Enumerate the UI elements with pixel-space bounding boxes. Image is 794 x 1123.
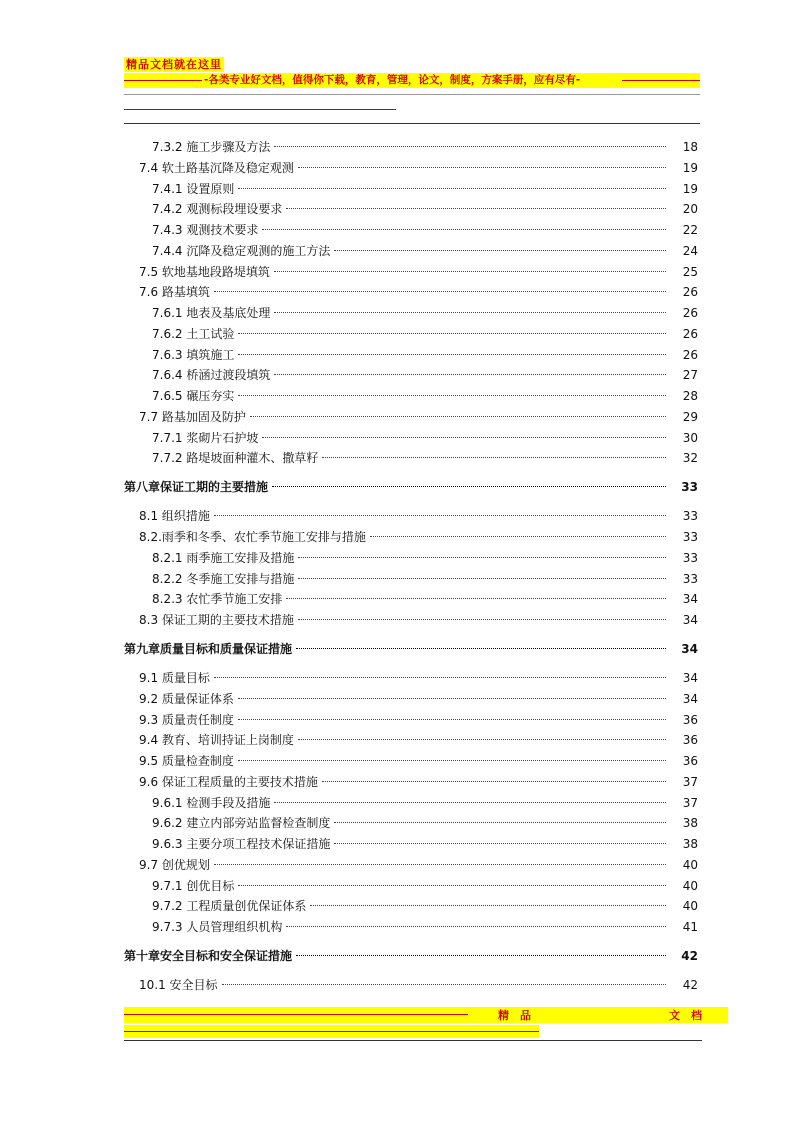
toc-page-number: 19 — [682, 181, 698, 196]
toc-entry-label: 7.7.2 路堤坡面种灌木、撒草籽 — [152, 451, 319, 466]
toc-entry[interactable] — [124, 179, 700, 199]
toc-entry[interactable] — [124, 262, 700, 282]
toc-leader-dots — [214, 677, 666, 678]
toc-entry[interactable] — [124, 834, 700, 854]
toc-page-number: 34 — [682, 671, 698, 685]
toc-page-number: 42 — [682, 978, 698, 992]
toc-leader-dots — [298, 739, 666, 740]
toc-entry-label: 7.4.4 沉降及稳定观测的施工方法 — [152, 243, 331, 258]
toc-page-number: 33 — [682, 530, 698, 544]
toc-leader-dots — [214, 291, 666, 292]
toc-entry[interactable] — [124, 448, 700, 468]
toc-entry-label: 8.2.3 农忙季节施工安排 — [152, 592, 283, 607]
toc-page-number: 41 — [682, 920, 698, 934]
toc-entry[interactable] — [124, 548, 700, 568]
toc-entry-label: 7.6 路基填筑 — [139, 285, 210, 300]
toc-leader-dots — [334, 822, 666, 823]
toc-entry-label: 8.3 保证工期的主要技术措施 — [139, 613, 294, 627]
toc-leader-dots — [238, 885, 666, 886]
toc-entry[interactable] — [124, 220, 700, 240]
footer-text — [468, 1007, 726, 1023]
toc-entry-label: 7.7 路基加固及防护 — [139, 409, 246, 424]
header-divider — [124, 123, 700, 124]
toc-entry-label: 7.6.1 地表及基底处理 — [152, 306, 271, 320]
toc-leader-dots — [214, 864, 666, 865]
toc-leader-dots — [274, 802, 666, 803]
toc-page-number: 36 — [682, 754, 698, 768]
toc-entry-label: 7.4 软土路基沉降及稳定观测 — [139, 160, 294, 175]
toc-entry-label: 7.6.3 填筑施工 — [152, 347, 235, 362]
toc-leader-dots — [296, 648, 666, 649]
toc-entry[interactable] — [124, 730, 700, 750]
toc-entry-label: 9.2 质量保证体系 — [139, 691, 234, 706]
header-title: 精品文档就在这里 — [126, 58, 222, 71]
toc-leader-dots — [296, 955, 666, 956]
toc-entry[interactable] — [124, 772, 700, 792]
toc-leader-dots — [286, 926, 666, 927]
toc-entry-label: 9.4 教育、培训持证上岗制度 — [139, 733, 294, 748]
toc-entry[interactable] — [124, 407, 700, 427]
toc-entry[interactable] — [124, 589, 700, 609]
toc-chapter-entry[interactable] — [124, 639, 700, 659]
toc-page-number: 26 — [682, 347, 698, 362]
toc-page-number: 28 — [682, 389, 698, 403]
header-tagline: -各类专业好文档，值得你下载，教育，管理，论文，制度，方案手册，应有尽有- — [204, 74, 581, 86]
toc-entry-label: 9.6.2 建立内部旁站监督检查制度 — [152, 816, 331, 831]
toc-entry[interactable] — [124, 345, 700, 365]
toc-entry[interactable] — [124, 303, 700, 323]
toc-leader-dots — [238, 188, 666, 189]
toc-entry-label: 第八章保证工期的主要措施 — [124, 480, 269, 495]
toc-leader-dots — [272, 486, 666, 487]
toc-leader-dots — [274, 146, 666, 147]
toc-entry-label: 7.4.2 观测标段埋设要求 — [152, 202, 283, 217]
toc-entry[interactable] — [124, 689, 700, 709]
toc-page-number: 38 — [682, 816, 698, 831]
toc-page-number: 34 — [682, 613, 698, 627]
toc-leader-dots — [262, 229, 666, 230]
toc-entry-label: 7.5 软地基地段路堤填筑 — [139, 264, 270, 279]
toc-page-number: 40 — [682, 899, 698, 914]
toc-entry[interactable] — [124, 282, 700, 302]
toc-chapter-entry[interactable] — [124, 477, 700, 497]
toc-entry[interactable] — [124, 428, 700, 448]
toc-entry-label: 7.6.5 碾压夯实 — [152, 389, 235, 403]
toc-entry[interactable] — [124, 365, 700, 385]
toc-page-number: 27 — [682, 368, 698, 383]
toc-entry[interactable] — [124, 527, 700, 547]
toc-entry-label: 9.7.2 工程质量创优保证体系 — [152, 899, 307, 914]
toc-entry-label: 10.1 安全目标 — [139, 978, 218, 992]
toc-page-number: 30 — [682, 430, 698, 445]
toc-entry-label: 8.2.1 雨季施工安排及措施 — [152, 550, 295, 565]
toc-entry-label: 9.5 质量检查制度 — [139, 754, 234, 768]
toc-page-number: 37 — [682, 795, 698, 810]
toc-entry[interactable] — [124, 917, 700, 937]
toc-page-number: 32 — [682, 451, 698, 466]
toc-leader-dots — [238, 698, 666, 699]
toc-entry[interactable] — [124, 324, 700, 344]
toc-page-number: 37 — [682, 774, 698, 789]
toc-entry[interactable] — [124, 668, 700, 688]
toc-entry[interactable] — [124, 876, 700, 896]
toc-page-number: 24 — [682, 243, 698, 258]
toc-page-number: 40 — [682, 878, 698, 893]
toc-leader-dots — [322, 781, 666, 782]
toc-entry[interactable] — [124, 793, 700, 813]
toc-entry-label: 第九章质量目标和质量保证措施 — [124, 642, 293, 656]
toc-entry-label: 8.2.2 冬季施工安排与措施 — [152, 571, 295, 586]
toc-page-number: 19 — [682, 160, 698, 175]
header-red-line-left — [124, 80, 202, 81]
toc-entry-label: 7.4.1 设置原则 — [152, 181, 235, 196]
toc-entry-label: 7.4.3 观测技术要求 — [152, 223, 259, 237]
toc-page-number: 20 — [682, 202, 698, 217]
toc-leader-dots — [250, 416, 666, 417]
toc-entry[interactable] — [124, 855, 700, 875]
header-divider-red — [124, 109, 396, 110]
toc-entry[interactable] — [124, 386, 700, 406]
toc-page-number: 34 — [682, 592, 698, 607]
toc-leader-dots — [334, 843, 666, 844]
toc-leader-dots — [262, 437, 666, 438]
toc-leader-dots — [298, 619, 666, 620]
toc-leader-dots — [334, 250, 666, 251]
toc-entry-label: 9.7.3 人员管理组织机构 — [152, 920, 283, 934]
toc-leader-dots — [238, 760, 666, 761]
header-red-line-right — [622, 80, 700, 81]
footer-banner-secondary — [124, 1025, 539, 1038]
toc-leader-dots — [298, 557, 666, 558]
toc-entry-label: 9.7.1 创优目标 — [152, 878, 235, 893]
toc-page-number: 36 — [682, 712, 698, 727]
toc-page-number: 26 — [682, 326, 698, 341]
toc-leader-dots — [222, 984, 666, 985]
toc-page-number: 40 — [682, 857, 698, 872]
toc-leader-dots — [238, 719, 666, 720]
footer-text-right: 文 档 — [669, 1009, 702, 1022]
toc-leader-dots — [274, 271, 666, 272]
toc-entry[interactable] — [124, 813, 700, 833]
footer-text-left: 精 品 — [498, 1009, 531, 1022]
toc-entry[interactable] — [124, 896, 700, 916]
toc-entry-label: 7.3.2 施工步骤及方法 — [152, 140, 271, 154]
toc-entry-label: 第十章安全目标和安全保证措施 — [124, 949, 293, 963]
toc-leader-dots — [322, 457, 666, 458]
toc-leader-dots — [310, 905, 666, 906]
toc-entry-label: 8.1 组织措施 — [139, 509, 210, 524]
toc-leader-dots — [298, 167, 666, 168]
header-banner — [124, 73, 700, 88]
toc-entry[interactable] — [124, 610, 700, 630]
toc-entry-label: 7.6.2 土工试验 — [152, 326, 235, 341]
toc-page-number: 36 — [682, 733, 698, 748]
toc-page-number: 34 — [682, 691, 698, 706]
toc-page-number: 26 — [682, 285, 698, 300]
toc-entry-label: 9.6.1 检测手段及措施 — [152, 795, 271, 810]
toc-entry-label: 7.7.1 浆砌片石护坡 — [152, 430, 259, 445]
toc-leader-dots — [274, 374, 666, 375]
toc-page-number: 33 — [682, 509, 698, 524]
toc-chapter-entry[interactable] — [124, 946, 700, 966]
toc-entry[interactable] — [124, 241, 700, 261]
toc-entry[interactable] — [124, 569, 700, 589]
toc-leader-dots — [286, 208, 666, 209]
toc-leader-dots — [238, 395, 666, 396]
toc-page-number: 18 — [682, 140, 698, 154]
toc-entry[interactable] — [124, 158, 700, 178]
toc-page-number: 34 — [681, 642, 698, 656]
toc-leader-dots — [286, 598, 666, 599]
toc-page-number: 33 — [681, 480, 698, 495]
toc-entry-label: 9.7 创优规划 — [139, 857, 210, 872]
toc-page-number: 22 — [682, 223, 698, 237]
toc-entry[interactable] — [124, 751, 700, 771]
toc-entry-label: 8.2.雨季和冬季、农忙季节施工安排与措施 — [139, 530, 366, 544]
header-divider-grey — [124, 94, 700, 95]
footer-banner — [124, 1007, 728, 1023]
toc-page-number: 25 — [682, 264, 698, 279]
toc-entry[interactable] — [124, 199, 700, 219]
footer-divider — [124, 1040, 702, 1041]
toc-page-number: 38 — [682, 837, 698, 851]
toc-page-number: 29 — [682, 409, 698, 424]
toc-page-number: 33 — [682, 550, 698, 565]
toc-page-number: 42 — [681, 949, 698, 963]
toc-entry[interactable] — [124, 710, 700, 730]
toc-entry-label: 7.6.4 桥涵过渡段填筑 — [152, 368, 271, 383]
toc-page-number: 26 — [682, 306, 698, 320]
footer-red-line-secondary — [124, 1031, 539, 1032]
toc-leader-dots — [238, 333, 666, 334]
toc-entry[interactable] — [124, 506, 700, 526]
toc-leader-dots — [370, 536, 666, 537]
toc-leader-dots — [298, 578, 666, 579]
toc-page-number: 33 — [682, 571, 698, 586]
toc-entry-label: 9.6.3 主要分项工程技术保证措施 — [152, 837, 331, 851]
toc-entry[interactable] — [124, 137, 700, 157]
footer-red-line — [124, 1014, 468, 1015]
toc-leader-dots — [274, 312, 666, 313]
toc-leader-dots — [238, 354, 666, 355]
toc-entry[interactable] — [124, 975, 700, 995]
toc-leader-dots — [214, 515, 666, 516]
toc-entry-label: 9.1 质量目标 — [139, 671, 210, 685]
toc-entry-label: 9.3 质量责任制度 — [139, 712, 234, 727]
toc-entry-label: 9.6 保证工程质量的主要技术措施 — [139, 774, 318, 789]
